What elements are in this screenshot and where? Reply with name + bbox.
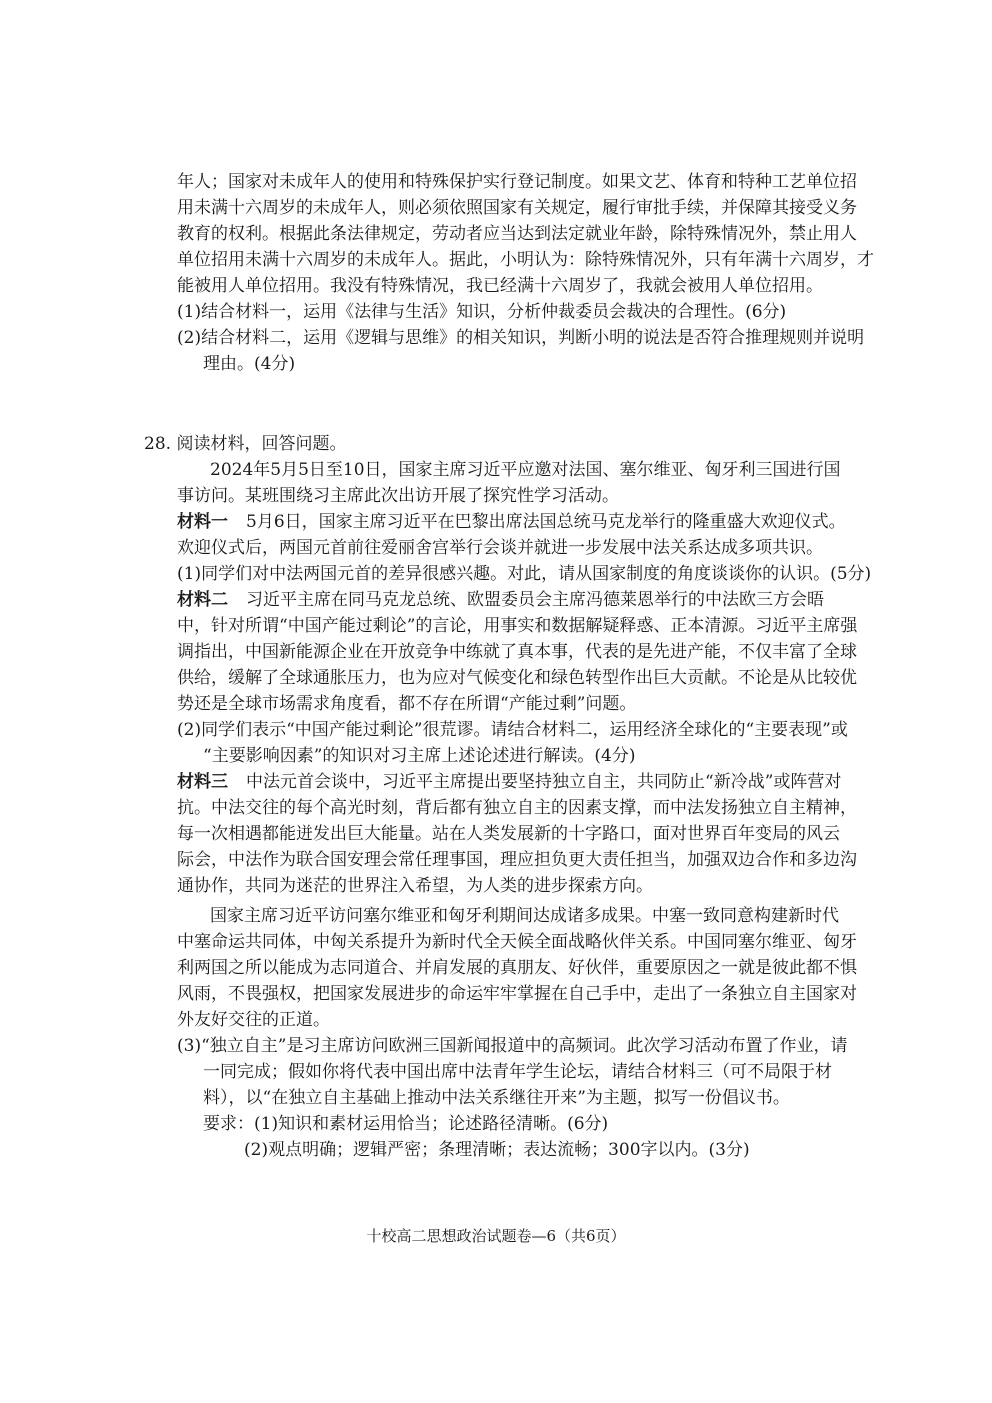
question-1: (1)结合材料一，运用《法律与生活》知识，分析仲裁委员会裁决的合理性。(6分) xyxy=(177,302,787,322)
material-3-text: 中法元首会谈中，习近平主席提出要坚持独立自主，共同防止“新冷战”或阵营对 xyxy=(246,772,842,792)
sub-question-3-cont: 一同完成；假如你将代表中国出席中法青年学生论坛，请结合材料三（可不局限于材 xyxy=(203,1062,832,1082)
page-footer: 十校高二思想政治试题卷—6（共6页） xyxy=(366,1227,626,1245)
material-3-p2-line: 中塞命运共同体，中匈关系提升为新时代全天候全面战略伙伴关系。中国同塞尔维亚、匈牙 xyxy=(177,932,857,952)
text-line: 用未满十六周岁的未成年人，则必须依照国家有关规定，履行审批手续，并保障其接受义务 xyxy=(177,198,857,218)
sub-question-2: (2)同学们表示“中国产能过剩论”很荒谬。请结合材料二，运用经济全球化的“主要表现”或 xyxy=(177,720,848,740)
material-3-line: 每一次相遇都能迸发出巨大能量。站在人类发展新的十字路口，面对世界百年变局的风云 xyxy=(177,824,840,844)
sub-question-3-cont: 料），以“在独立自主基础上推动中法关系继往开来”为主题，拟写一份倡议书。 xyxy=(203,1088,790,1108)
sub-question-3: (3)“独立自主”是习主席访问欧洲三国新闻报道中的高频词。此次学习活动布置了作业，请 xyxy=(177,1036,848,1056)
material-3-p2-line: 国家主席习近平访问塞尔维亚和匈牙利期间达成诸多成果。中塞一致同意构建新时代 xyxy=(210,906,839,926)
sub-question-2-cont: “主要影响因素”的知识对习主席上述论述进行解读。(4分) xyxy=(203,746,636,766)
text-line: 能被用人单位招用。我没有特殊情况，我已经满十六周岁了，我就会被用人单位招用。 xyxy=(177,276,823,296)
material-3-p2-line: 外友好交往的正道。 xyxy=(177,1010,330,1030)
material-1-line xyxy=(177,510,846,534)
material-2-line: 调指出，中国新能源企业在开放竞争中练就了真本事，代表的是先进产能，不仅丰富了全球 xyxy=(177,642,857,662)
material-2-line: 供给，缓解了全球通胀压力，也为应对气候变化和绿色转型作出巨大贡献。不论是从比较优 xyxy=(177,668,857,688)
material-1-label: 材料一 xyxy=(177,512,228,532)
material-3-line: 通协作，共同为迷茫的世界注入希望，为人类的进步探索方向。 xyxy=(177,876,653,896)
intro-line: 2024年5月5日至10日，国家主席习近平应邀对法国、塞尔维亚、匈牙利三国进行国 xyxy=(210,460,841,480)
sub-question-1: (1)同学们对中法两国元首的差异很感兴趣。对此，请从国家制度的角度谈谈你的认识。(5分) xyxy=(177,564,872,584)
text-line: 单位招用未满十六周岁的未成年人。据此，小明认为：除特殊情况外，只有年满十六周岁，才 xyxy=(177,250,874,270)
material-3-line xyxy=(177,770,841,794)
requirement-2: (2)观点明确；逻辑严密；条理清晰；表达流畅；300字以内。(3分) xyxy=(244,1140,750,1160)
material-1-text: 5月6日，国家主席习近平在巴黎出席法国总统马克龙举行的隆重盛大欢迎仪式。 xyxy=(246,512,846,532)
requirement-1: 要求：(1)知识和素材运用恰当；论述路径清晰。(6分) xyxy=(203,1114,609,1134)
question-2: (2)结合材料二，运用《逻辑与思维》的相关知识，判断小明的说法是否符合推理规则并说明 xyxy=(177,328,865,348)
intro-line: 事访问。某班围绕习主席此次出访开展了探究性学习活动。 xyxy=(177,486,619,506)
material-1-line: 欢迎仪式后，两国元首前往爱丽舍宫举行会谈并就进一步发展中法关系达成多项共识。 xyxy=(177,538,823,558)
material-3-line: 际会，中法作为联合国安理会常任理事国，理应担负更大责任担当，加强双边合作和多边沟 xyxy=(177,850,857,870)
material-3-line: 抗。中法交往的每个高光时刻，背后都有独立自主的因素支撑，而中法发扬独立自主精神， xyxy=(177,798,857,818)
text-line: 年人；国家对未成年人的使用和特殊保护实行登记制度。如果文艺、体育和特种工艺单位招 xyxy=(177,172,857,192)
material-2-line xyxy=(177,588,824,612)
question-2-cont: 理由。(4分) xyxy=(203,354,296,374)
material-2-text: 习近平主席在同马克龙总统、欧盟委员会主席冯德莱恩举行的中法欧三方会晤 xyxy=(246,590,824,610)
material-2-line: 势还是全球市场需求角度看，都不存在所谓“产能过剩”问题。 xyxy=(177,694,637,714)
text-line: 教育的权利。根据此条法律规定，劳动者应当达到法定就业年龄，除特殊情况外，禁止用人 xyxy=(177,224,857,244)
material-3-label: 材料三 xyxy=(177,772,228,792)
question-28-heading: 28. 阅读材料，回答问题。 xyxy=(144,434,347,454)
material-2-line: 中，针对所谓“中国产能过剩论”的言论，用事实和数据解疑释惑、正本清源。习近平主席强 xyxy=(177,616,858,636)
material-3-p2-line: 利两国之所以能成为志同道合、并肩发展的真朋友、好伙伴，重要原因之一就是彼此都不惧 xyxy=(177,958,857,978)
material-2-label: 材料二 xyxy=(177,590,228,610)
material-3-p2-line: 风雨，不畏强权，把国家发展进步的命运牢牢掌握在自己手中，走出了一条独立自主国家对 xyxy=(177,984,857,1004)
